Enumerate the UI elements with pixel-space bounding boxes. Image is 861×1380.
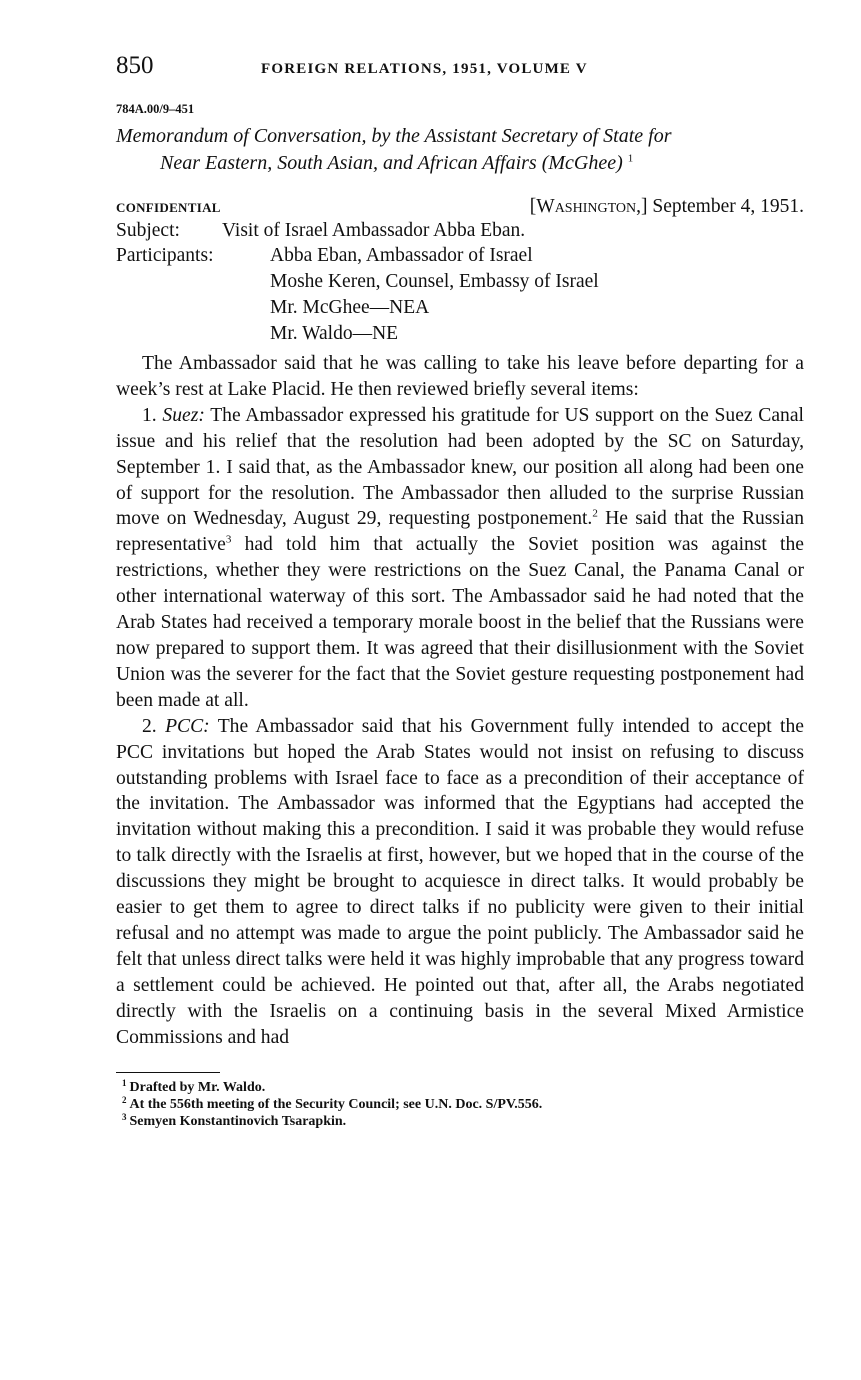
- participant-item: Moshe Keren, Counsel, Embassy of Israel: [270, 271, 599, 292]
- date: September 4, 1951.: [652, 196, 804, 217]
- footnotes: [116, 1079, 804, 1130]
- classification-label: CONFIDENTIAL: [116, 200, 221, 215]
- item1-text-a: The Ambassador expressed his gratitude for US support on the Suez Canal issue and his relief that the resolution had been adopted by the SC on Saturday, September 1. I said that, as the Ambassador knew, our position all along had been one of support for the resolution. The Ambassador then alluded to the surprise Russian move on Wednesday, August 29, requesting postponement.: [116, 404, 804, 530]
- item2-heading: PCC:: [165, 715, 210, 737]
- footnote-ref-2: 2: [592, 507, 598, 520]
- participants-list: [270, 243, 599, 347]
- item2-paragraph: [116, 714, 804, 1051]
- item1-number: 1.: [142, 404, 157, 426]
- footnote: [122, 1096, 804, 1113]
- memo-body: [116, 351, 804, 1050]
- place-date: [530, 196, 804, 218]
- item1-text-b: He said that the Russian representative: [116, 508, 804, 556]
- file-number: 784A.00/9–451: [116, 102, 195, 116]
- memo-title-line2: Near Eastern, South Asian, and African Affairs (McGhee): [160, 152, 623, 174]
- footnote-text: Drafted by Mr. Waldo.: [129, 1080, 266, 1096]
- footnote-rule: [116, 1072, 220, 1073]
- item1-heading: Suez:: [162, 404, 205, 426]
- participant-item: Mr. Waldo—NE: [270, 323, 399, 344]
- footnote-text: Semyen Konstantinovich Tsarapkin.: [129, 1114, 347, 1130]
- participant-item: Mr. McGhee—NEA: [270, 297, 430, 318]
- item2-number: 2.: [142, 715, 157, 737]
- running-head: [116, 52, 804, 88]
- footnote: [122, 1113, 804, 1130]
- item2-text: The Ambassador said that his Government fully intended to accept the PCC invitations but hoped the Arab States would not insist on refusing to discuss outstanding problems with Israel face to face as a precondition of their acceptance of the invitation. The Ambassador was informed that the Egyptians had accepted the invitation without making this a precondition. I said it was probable they would refuse to talk directly with the Israelis at first, however, but we hoped that in the course of the discussions they might be brought to acquiesce in direct talks. It would probably be easier to get them to agree to direct talks if no publicity were given to their initial refusal and no attempt was made to argue the point publicly. The Ambassador said he felt that unless direct talks were held it was highly improbable that any progress toward a settlement could be achieved. He pointed out that, after all, the Arabs negotiated directly with the Israelis on a continuing basis in the several Mixed Armistice Commissions and had: [116, 715, 804, 1048]
- footnote-ref-3: 3: [225, 533, 232, 546]
- memo-title: [116, 123, 804, 177]
- place: [Washington,]: [529, 196, 648, 217]
- footnote-number: 1: [122, 1077, 127, 1088]
- page-number: 850: [116, 52, 154, 79]
- subject-value: Visit of Israel Ambassador Abba Eban.: [222, 220, 526, 241]
- footnote-number: 2: [122, 1094, 127, 1105]
- item1-paragraph: [116, 403, 804, 714]
- item1-text-c: had told him that actually the Soviet position was against the restrictions, whether they were restrictions on the Suez Canal, the Panama Canal or other international waterway of this sort. The Ambassador said he had noted that the Arab States had received a temporary morale boost in the belief that the Russians were now prepared to support them. It was agreed that their disillusionment with the Soviet Union was the severer for the fact that the Soviet gesture requesting postponement had been made at all.: [116, 534, 804, 711]
- memo-header-row: [116, 196, 804, 218]
- memo-meta: [116, 218, 804, 347]
- subject-row: [116, 218, 804, 243]
- intro-paragraph: The Ambassador said that he was calling to take his leave before departing for a week’s rest at Lake Placid. He then reviewed briefly several items:: [116, 353, 804, 400]
- participants-label: Participants:: [116, 245, 214, 266]
- footnote: [122, 1079, 804, 1096]
- participant-item: Abba Eban, Ambassador of Israel: [270, 245, 533, 266]
- footnote-number: 3: [122, 1111, 127, 1122]
- document-page: [116, 52, 804, 1130]
- running-title: FOREIGN RELATIONS, 1951, VOLUME V: [261, 61, 588, 77]
- memo-title-line1: Memorandum of Conversation, by the Assistant Secretary of State for: [116, 125, 672, 147]
- footnote-text: At the 556th meeting of the Security Council; see U.N. Doc. S/PV.556.: [129, 1097, 543, 1113]
- subject-label: Subject:: [116, 220, 180, 241]
- participants-row: [116, 243, 804, 347]
- footnote-ref-1: 1: [627, 152, 634, 165]
